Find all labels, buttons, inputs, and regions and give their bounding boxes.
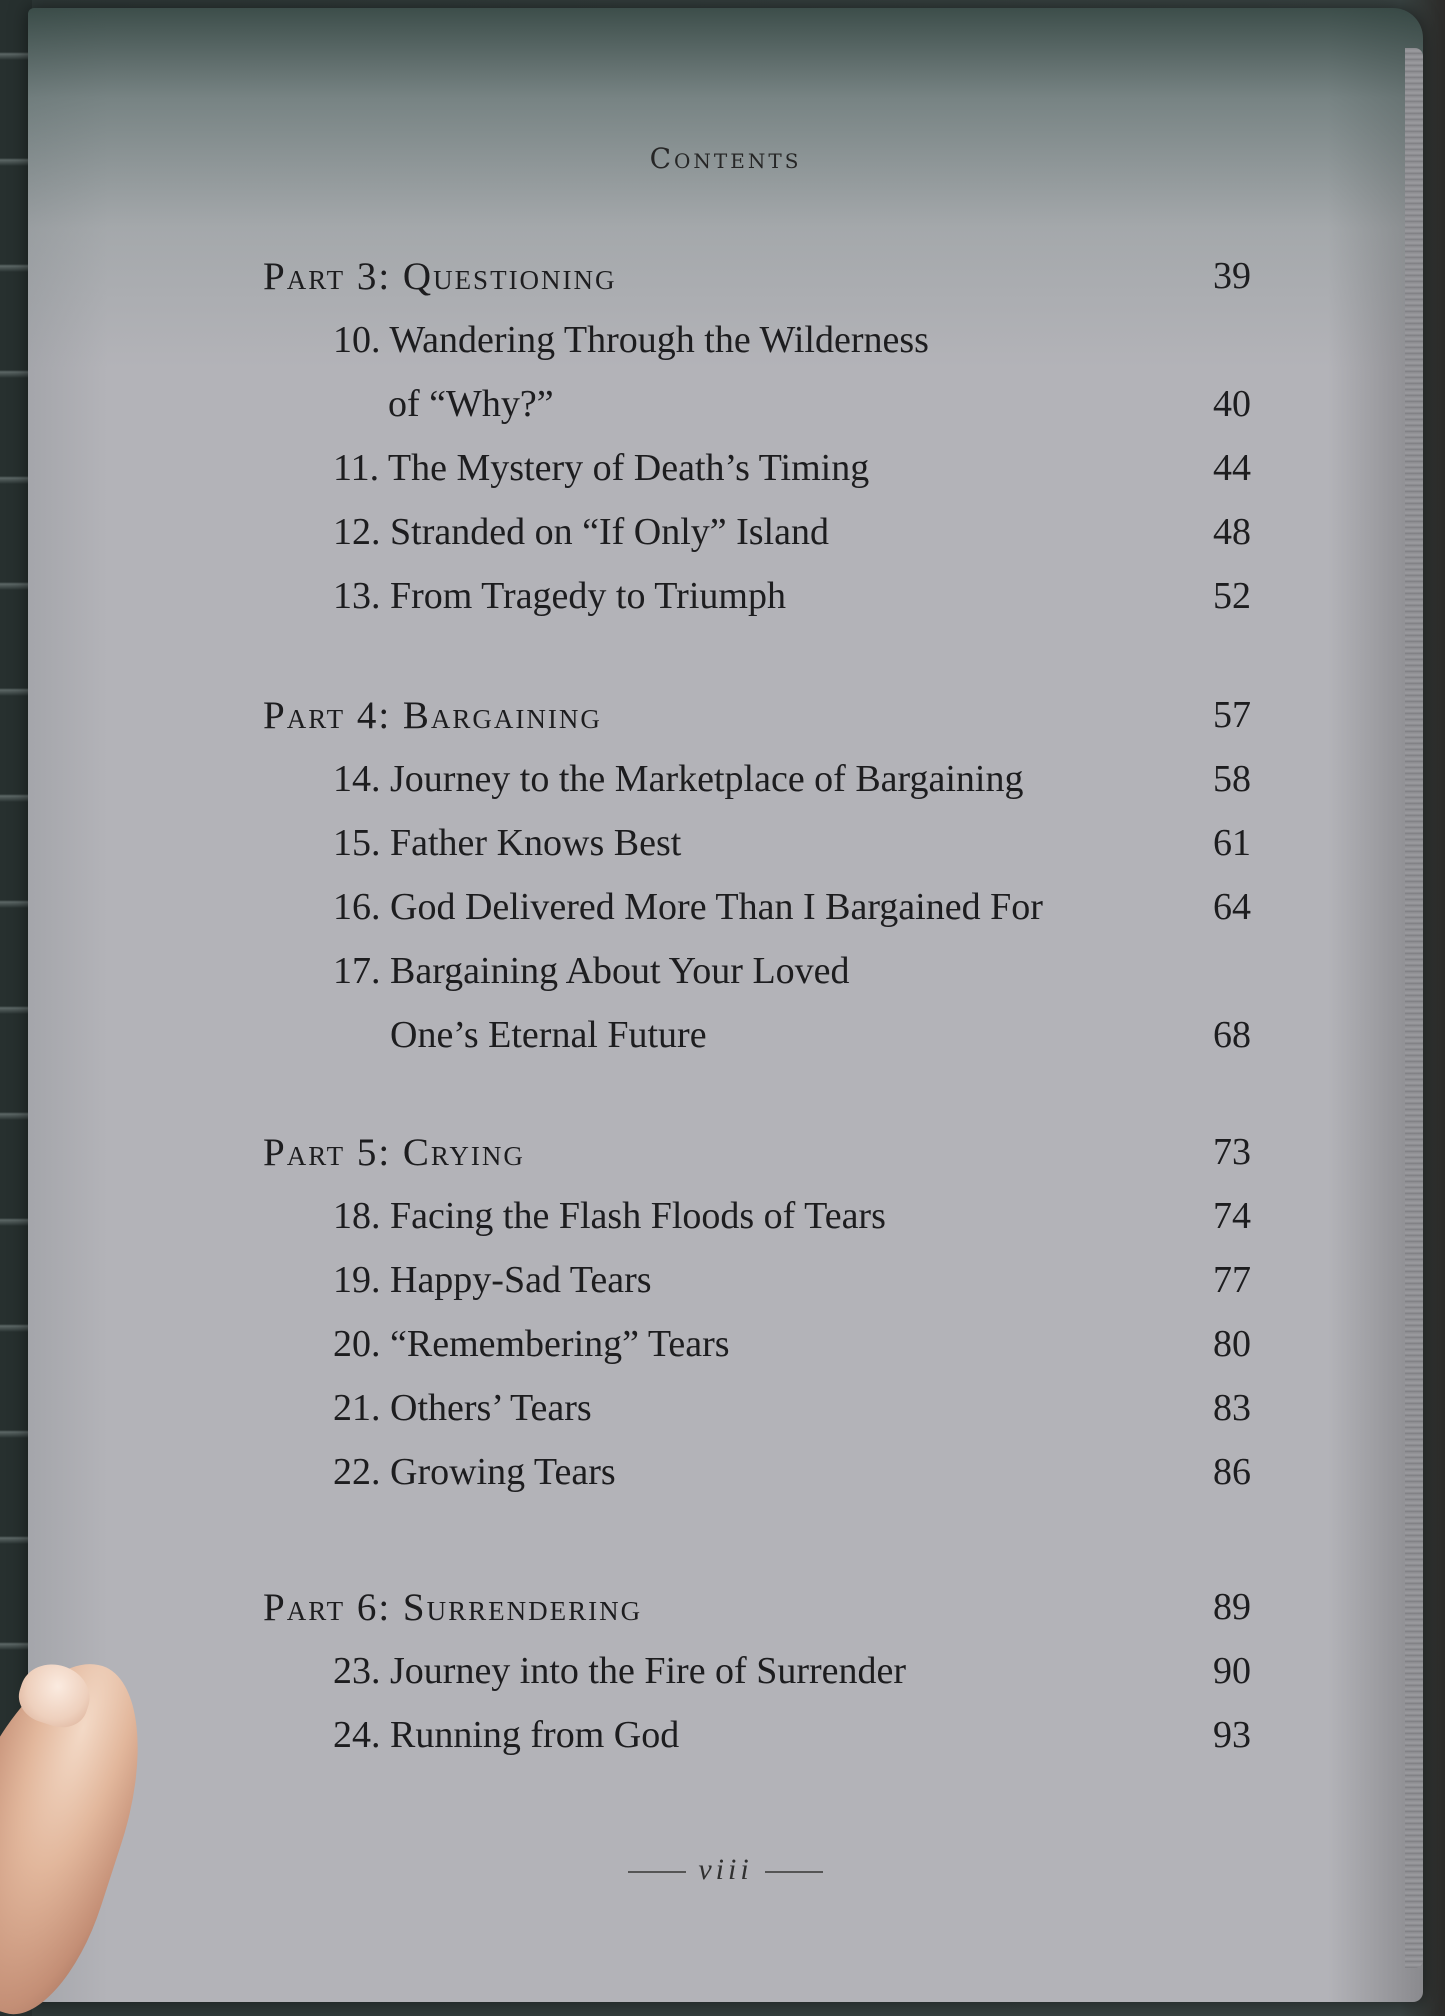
page-number: 39	[1213, 255, 1251, 297]
toc-chapter-row	[28, 757, 1423, 817]
toc-chapter-row	[28, 885, 1423, 945]
toc-chapter-row	[28, 510, 1423, 570]
part-title: Part 6: Surrendering	[263, 1586, 643, 1629]
chapter-title: 22. Growing Tears	[333, 1451, 616, 1493]
toc-chapter-row	[28, 1649, 1423, 1709]
toc-chapter-row	[28, 574, 1423, 634]
page-number: 40	[1213, 383, 1251, 425]
toc-chapter-row	[28, 1258, 1423, 1318]
chapter-title-continued: of “Why?”	[388, 383, 554, 425]
page-number: 52	[1213, 575, 1251, 617]
chapter-title: 12. Stranded on “If Only” Island	[333, 511, 829, 553]
table-of-contents	[28, 8, 1423, 2002]
page-number: 77	[1213, 1259, 1251, 1301]
page-number: 89	[1213, 1586, 1251, 1628]
running-head: Contents	[649, 142, 802, 175]
chapter-title: 21. Others’ Tears	[333, 1387, 592, 1429]
toc-chapter-row	[28, 1450, 1423, 1510]
chapter-title: 23. Journey into the Fire of Surrender	[333, 1650, 907, 1692]
toc-chapter-row	[28, 1322, 1423, 1382]
book-page	[28, 8, 1423, 2002]
toc-part-row	[28, 1130, 1423, 1190]
page-number: 64	[1213, 886, 1251, 928]
page-folio	[28, 1853, 1423, 1887]
page-number: 58	[1213, 758, 1251, 800]
toc-chapter-row	[28, 1713, 1423, 1773]
toc-part-row	[28, 693, 1423, 753]
chapter-title: 13. From Tragedy to Triumph	[333, 575, 786, 617]
chapter-title: 19. Happy-Sad Tears	[333, 1259, 652, 1301]
toc-chapter-row-continued	[28, 1013, 1423, 1073]
page-number: 93	[1213, 1714, 1251, 1756]
chapter-title: 17. Bargaining About Your Loved	[333, 950, 850, 992]
page-number: 48	[1213, 511, 1251, 553]
page-number: 61	[1213, 822, 1251, 864]
page-number: 57	[1213, 694, 1251, 736]
chapter-title: 14. Journey to the Marketplace of Bargaining	[333, 758, 1024, 800]
folio-rule-left	[628, 1871, 686, 1873]
page-number: 80	[1213, 1323, 1251, 1365]
page-number: 83	[1213, 1387, 1251, 1429]
chapter-title: 20. “Remembering” Tears	[333, 1323, 730, 1365]
toc-chapter-row-continued	[28, 382, 1423, 442]
toc-chapter-row	[28, 1386, 1423, 1446]
page-number: 44	[1213, 447, 1251, 489]
folio-number: viii	[698, 1853, 753, 1886]
toc-chapter-row	[28, 318, 1423, 378]
page-number: 68	[1213, 1014, 1251, 1056]
chapter-title-continued: One’s Eternal Future	[390, 1014, 707, 1056]
toc-chapter-row	[28, 949, 1423, 1009]
chapter-title: 18. Facing the Flash Floods of Tears	[333, 1195, 886, 1237]
toc-chapter-row	[28, 821, 1423, 881]
chapter-title: 15. Father Knows Best	[333, 822, 682, 864]
chapter-title: 11. The Mystery of Death’s Timing	[333, 447, 870, 489]
part-title: Part 4: Bargaining	[263, 694, 602, 737]
toc-chapter-row	[28, 1194, 1423, 1254]
chapter-title: 10. Wandering Through the Wilderness	[333, 319, 929, 361]
toc-chapter-row	[28, 446, 1423, 506]
page-number: 73	[1213, 1131, 1251, 1173]
toc-part-row	[28, 254, 1423, 314]
chapter-title: 16. God Delivered More Than I Bargained For	[333, 886, 1043, 928]
part-title: Part 3: Questioning	[263, 255, 617, 298]
page-number: 86	[1213, 1451, 1251, 1493]
folio-rule-right	[765, 1871, 823, 1873]
chapter-title: 24. Running from God	[333, 1714, 680, 1756]
page-number: 74	[1213, 1195, 1251, 1237]
toc-part-row	[28, 1585, 1423, 1645]
part-title: Part 5: Crying	[263, 1131, 525, 1174]
page-number: 90	[1213, 1650, 1251, 1692]
